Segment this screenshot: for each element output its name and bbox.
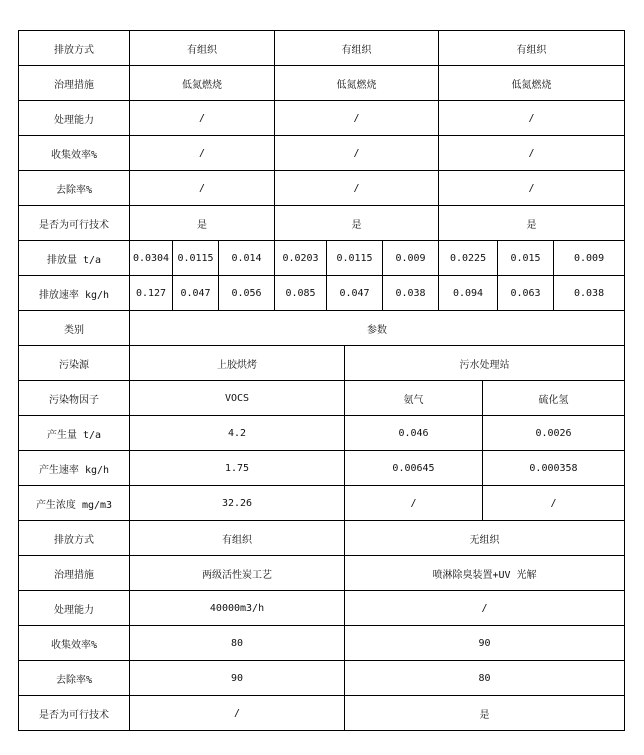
row-label: 污染源 xyxy=(19,346,130,381)
table-cell: 90 xyxy=(130,661,345,696)
table-cell: / xyxy=(275,136,439,171)
table-cell: 80 xyxy=(130,626,345,661)
table-cell: 是 xyxy=(439,206,625,241)
row-label: 排放方式 xyxy=(19,521,130,556)
table-cell: 0.0225 xyxy=(439,241,498,276)
row-label: 去除率% xyxy=(19,661,130,696)
table-cell: 80 xyxy=(345,661,625,696)
row-label: 处理能力 xyxy=(19,591,130,626)
table-cell: 喷淋除臭装置+UV 光解 xyxy=(345,556,625,591)
table-cell: 是 xyxy=(275,206,439,241)
table-row xyxy=(19,241,625,276)
row-label: 处理能力 xyxy=(19,101,130,136)
emission-parameter-sheet xyxy=(18,30,624,731)
table-row xyxy=(19,521,625,556)
table-cell: 低氮燃烧 xyxy=(439,66,625,101)
table-cell: 90 xyxy=(345,626,625,661)
table-cell: / xyxy=(483,486,625,521)
table-cell: / xyxy=(130,136,275,171)
table-cell: 有组织 xyxy=(439,31,625,66)
table-row xyxy=(19,451,625,486)
row-label: 去除率% xyxy=(19,171,130,206)
table-cell: / xyxy=(439,136,625,171)
table-row xyxy=(19,556,625,591)
table-cell: 0.000358 xyxy=(483,451,625,486)
table-cell: 40000m3/h xyxy=(130,591,345,626)
table-row xyxy=(19,66,625,101)
table-row xyxy=(19,31,625,66)
row-label: 治理措施 xyxy=(19,556,130,591)
table-cell: 有组织 xyxy=(130,521,345,556)
table-cell: 32.26 xyxy=(130,486,345,521)
row-label: 类别 xyxy=(19,311,130,346)
table-cell: 0.056 xyxy=(219,276,275,311)
row-label: 是否为可行技术 xyxy=(19,206,130,241)
table-row xyxy=(19,626,625,661)
table-row xyxy=(19,591,625,626)
table-cell: 0.047 xyxy=(327,276,383,311)
table-cell: 0.009 xyxy=(554,241,625,276)
table-cell: 上胶烘烤 xyxy=(130,346,345,381)
table-cell: 0.0115 xyxy=(327,241,383,276)
table-row xyxy=(19,661,625,696)
row-label: 排放速率 kg/h xyxy=(19,276,130,311)
table-row xyxy=(19,346,625,381)
table-row xyxy=(19,206,625,241)
table-cell: 0.00645 xyxy=(345,451,483,486)
table-cell: 1.75 xyxy=(130,451,345,486)
table-cell: 0.009 xyxy=(383,241,439,276)
table-cell: 0.014 xyxy=(219,241,275,276)
table-cell: 污水处理站 xyxy=(345,346,625,381)
emission-table-upper xyxy=(18,30,625,311)
table-cell: 0.015 xyxy=(498,241,554,276)
table-cell: 0.0203 xyxy=(275,241,327,276)
table-row xyxy=(19,381,625,416)
table-cell: 0.0115 xyxy=(173,241,219,276)
emission-table-lower xyxy=(18,310,625,731)
table-cell: 两级活性炭工艺 xyxy=(130,556,345,591)
table-cell: / xyxy=(275,171,439,206)
table-cell: 4.2 xyxy=(130,416,345,451)
table-cell: 0.0304 xyxy=(130,241,173,276)
table-row xyxy=(19,696,625,731)
table-cell: / xyxy=(130,101,275,136)
row-label: 收集效率% xyxy=(19,626,130,661)
row-label: 收集效率% xyxy=(19,136,130,171)
table-cell: 是 xyxy=(130,206,275,241)
table-cell: 0.046 xyxy=(345,416,483,451)
table-cell: 有组织 xyxy=(275,31,439,66)
table-cell: VOCS xyxy=(130,381,345,416)
table-cell: 0.127 xyxy=(130,276,173,311)
table-cell: 0.038 xyxy=(554,276,625,311)
table-cell: / xyxy=(275,101,439,136)
table-cell: / xyxy=(130,696,345,731)
table-row xyxy=(19,276,625,311)
table-cell: 有组织 xyxy=(130,31,275,66)
table-row xyxy=(19,171,625,206)
table-cell: 0.063 xyxy=(498,276,554,311)
table-cell: / xyxy=(345,591,625,626)
table-cell: 低氮燃烧 xyxy=(275,66,439,101)
row-label: 产生量 t/a xyxy=(19,416,130,451)
row-label: 治理措施 xyxy=(19,66,130,101)
table-cell: 0.047 xyxy=(173,276,219,311)
table-cell: 0.0026 xyxy=(483,416,625,451)
table-cell: 硫化氢 xyxy=(483,381,625,416)
table-cell: 低氮燃烧 xyxy=(130,66,275,101)
table-cell: / xyxy=(439,101,625,136)
table-row xyxy=(19,136,625,171)
row-label: 排放量 t/a xyxy=(19,241,130,276)
table-cell: 0.085 xyxy=(275,276,327,311)
table-cell: 0.038 xyxy=(383,276,439,311)
table-cell: 是 xyxy=(345,696,625,731)
row-label: 排放方式 xyxy=(19,31,130,66)
row-label: 污染物因子 xyxy=(19,381,130,416)
table-row xyxy=(19,101,625,136)
table-row xyxy=(19,416,625,451)
table-cell: 0.094 xyxy=(439,276,498,311)
table-cell: 参数 xyxy=(130,311,625,346)
row-label: 是否为可行技术 xyxy=(19,696,130,731)
table-cell: 氨气 xyxy=(345,381,483,416)
table-row xyxy=(19,311,625,346)
row-label: 产生速率 kg/h xyxy=(19,451,130,486)
row-label: 产生浓度 mg/m3 xyxy=(19,486,130,521)
table-cell: / xyxy=(439,171,625,206)
table-cell: 无组织 xyxy=(345,521,625,556)
table-cell: / xyxy=(345,486,483,521)
table-row xyxy=(19,486,625,521)
table-cell: / xyxy=(130,171,275,206)
